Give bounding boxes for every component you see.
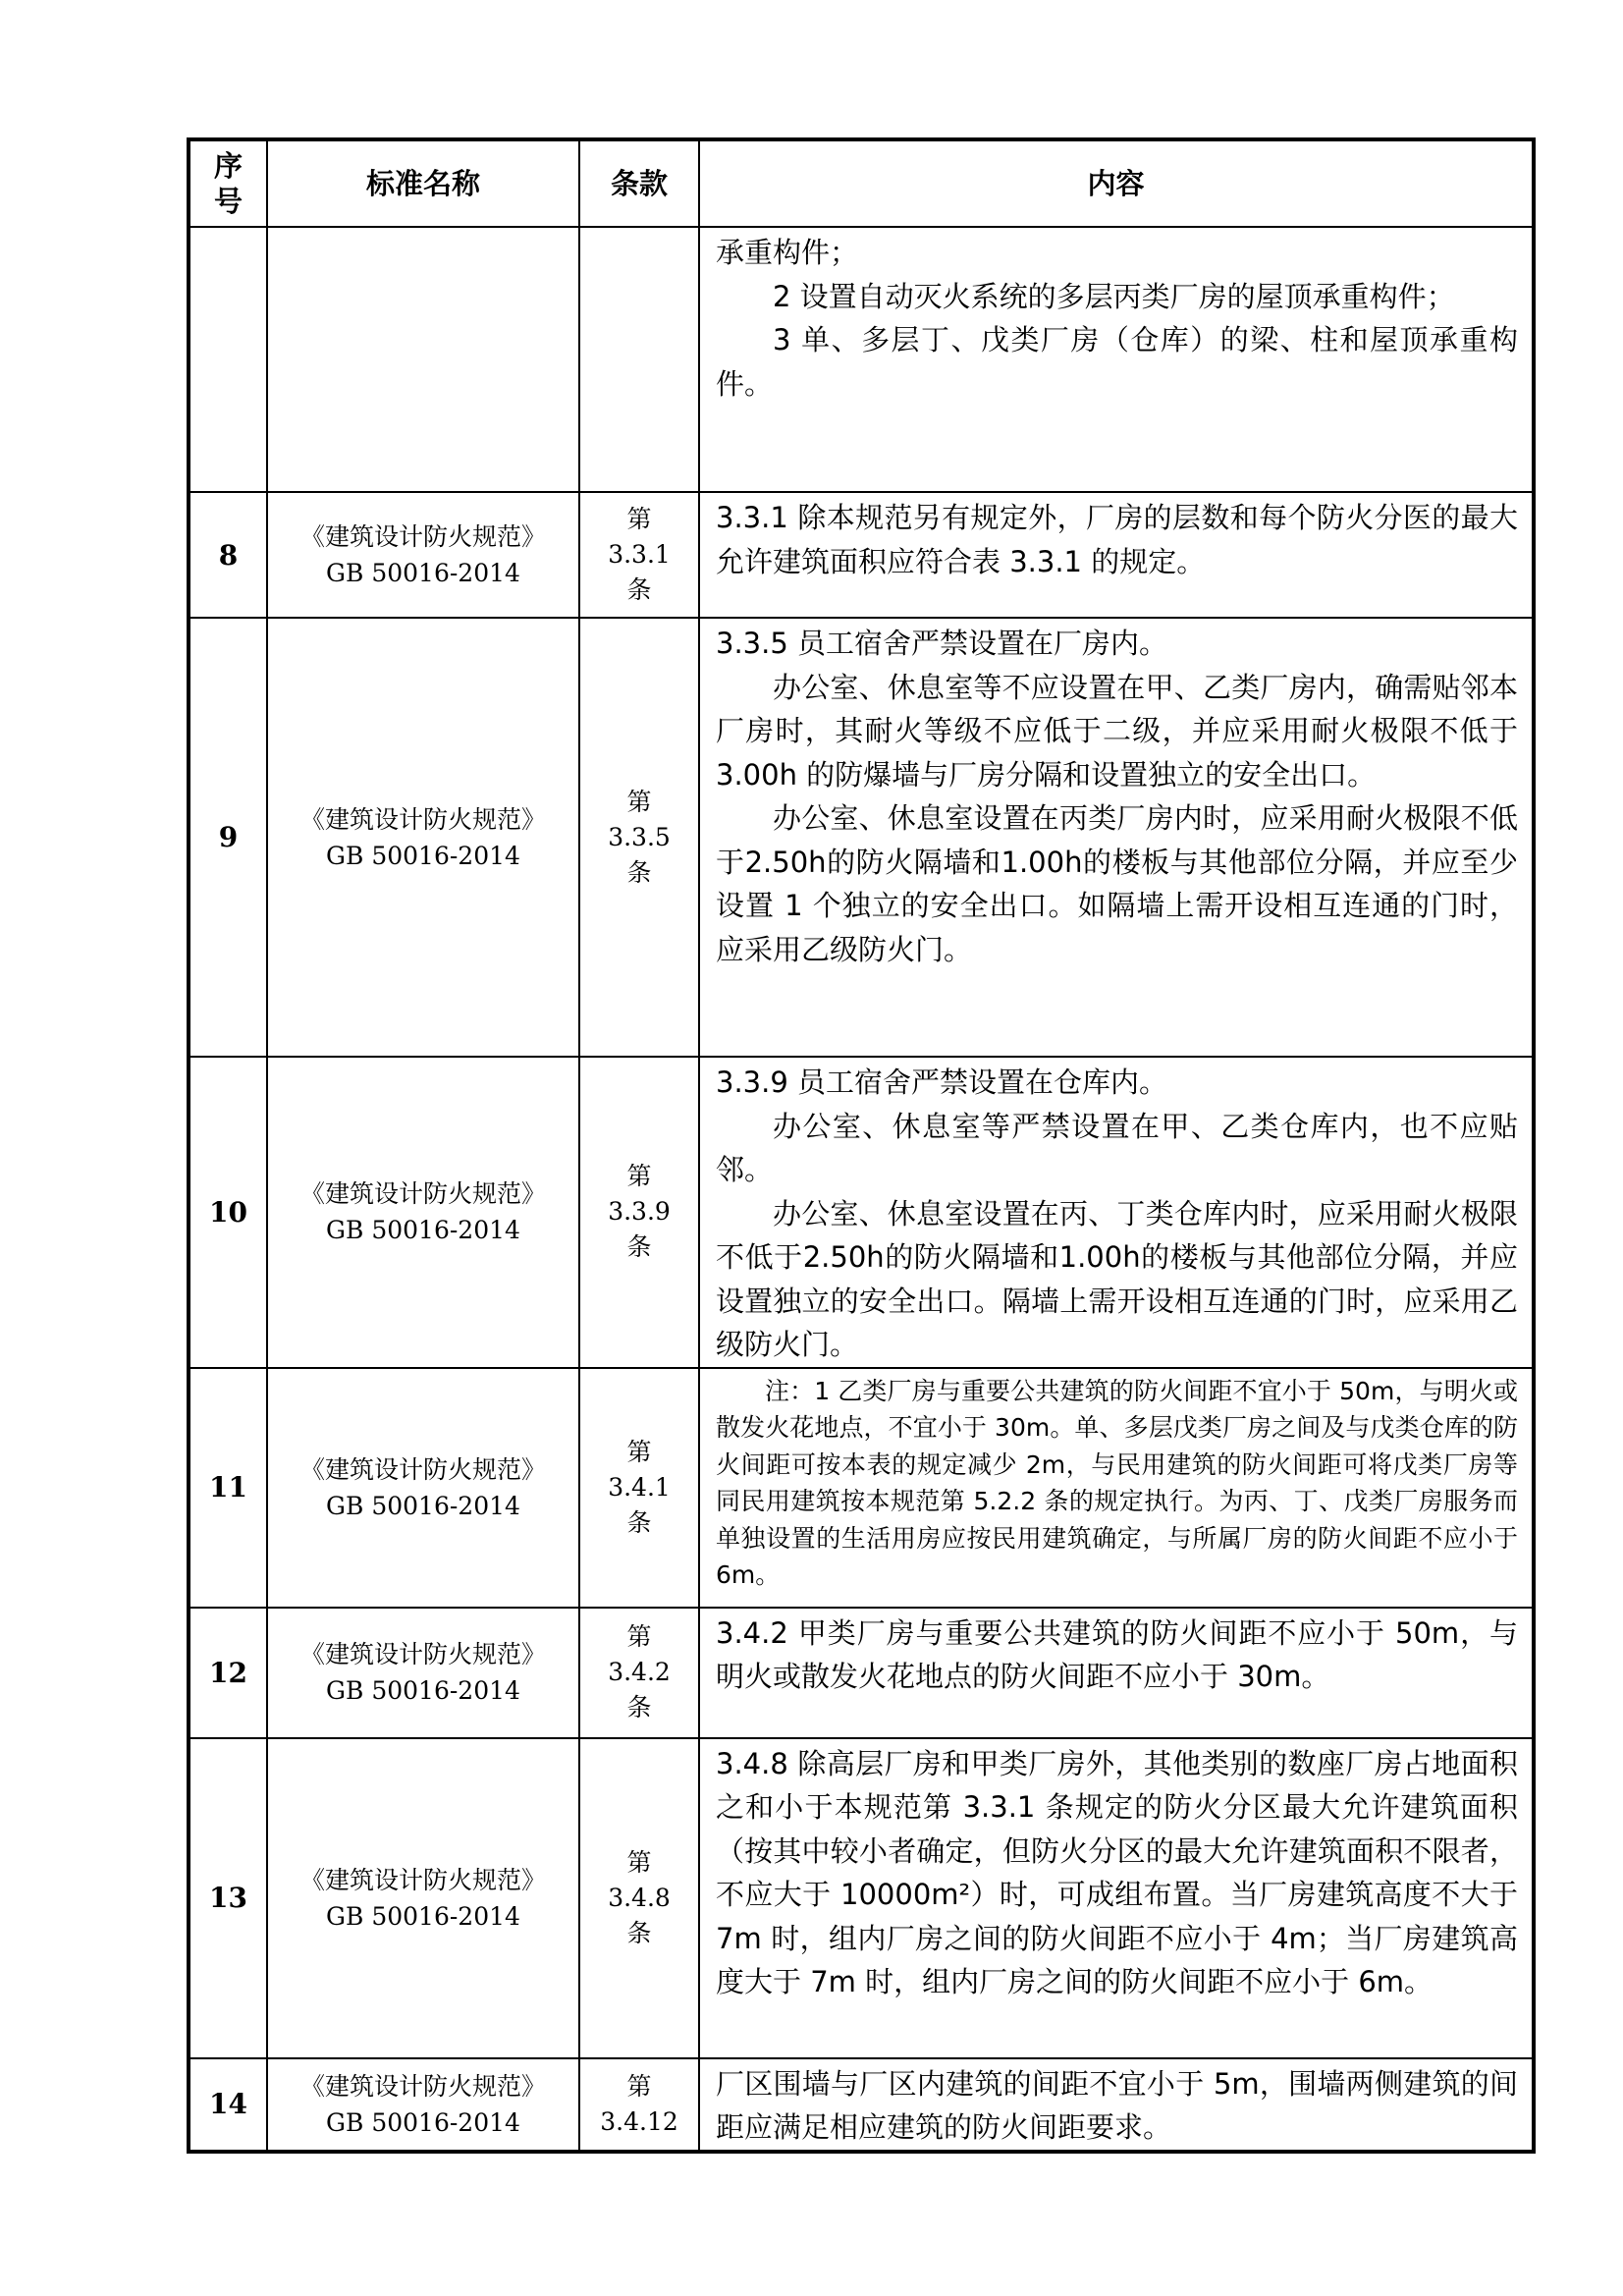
- table-row: [189, 1608, 1534, 1738]
- row-number: 11: [189, 1368, 267, 1608]
- table-row: [189, 2058, 1534, 2152]
- standard-title: 《建筑设计防火规范》: [299, 1454, 546, 1484]
- standard-code: GB 50016-2014: [326, 1491, 520, 1520]
- standard-name-cell: [267, 2058, 579, 2152]
- clause-cell: [579, 618, 699, 1057]
- row-number: 12: [189, 1608, 267, 1738]
- clause-line: 3.4.1: [608, 1472, 671, 1502]
- clause-line: 第: [626, 787, 652, 816]
- standard-title: 《建筑设计防火规范》: [299, 1179, 546, 1209]
- standard-code: GB 50016-2014: [326, 1676, 520, 1705]
- content-paragraph: 厂区围墙与厂区内建筑的间距不宜小于 5m，围墙两侧建筑的间距应满足相应建筑的防火间距要求。: [716, 2066, 1518, 2144]
- table-row: [189, 1057, 1534, 1368]
- content-paragraph: 3.3.9 员工宿舍严禁设置在仓库内。: [716, 1066, 1168, 1099]
- standard-name-cell: [267, 1738, 579, 2058]
- clause-cell: [579, 2058, 699, 2152]
- content-paragraph: 3.3.5 员工宿舍严禁设置在厂房内。: [716, 627, 1168, 660]
- content-paragraph: 办公室、休息室等严禁设置在甲、乙类仓库内，也不应贴邻。: [716, 1109, 1518, 1186]
- standard-title: 《建筑设计防火规范》: [299, 522, 546, 551]
- clause-line: 3.3.9: [608, 1197, 671, 1227]
- standard-code: GB 50016-2014: [326, 559, 520, 587]
- content-cell: [699, 1608, 1534, 1738]
- clause-line: 第: [626, 1847, 652, 1877]
- clause-cell: [579, 1738, 699, 2058]
- clause-line: 条: [626, 575, 652, 604]
- clause-line: 第: [626, 1622, 652, 1651]
- clause-cell: [579, 227, 699, 492]
- header-no-line-2: 号: [213, 185, 243, 218]
- content-cell: [699, 1057, 1534, 1368]
- content-paragraph: 3.3.1 除本规范另有规定外，厂房的层数和每个防火分医的最大允许建筑面积应符合表 3.3.1 的规定。: [716, 501, 1518, 578]
- standard-title: 《建筑设计防火规范》: [299, 1865, 546, 1894]
- row-number: 9: [189, 618, 267, 1057]
- regulation-table: [187, 137, 1536, 2154]
- standard-name-cell: [267, 1368, 579, 1608]
- clause-cell: [579, 492, 699, 618]
- table-row: [189, 1368, 1534, 1608]
- header-no: [189, 139, 267, 227]
- clause-line: 第: [626, 1437, 652, 1466]
- clause-line: 3.4.2: [608, 1658, 671, 1686]
- table-row: [189, 1738, 1534, 2058]
- content-paragraph: 办公室、休息室等不应设置在甲、乙类厂房内，确需贴邻本厂房时，其耐火等级不应低于二级，并应采用耐火极限不低于 3.00h 的防爆墙与厂房分隔和设置独立的安全出口。: [716, 670, 1518, 792]
- content-paragraph: 2 设置自动灭火系统的多层丙类厂房的屋顶承重构件；: [773, 279, 1455, 313]
- standard-name-cell: [267, 1608, 579, 1738]
- content-cell: [699, 2058, 1534, 2152]
- content-paragraph: 3.4.8 除高层厂房和甲类厂房外，其他类别的数座厂房占地面积之和小于本规范第 3.3.1 条规定的防火分区最大允许建筑面积（按其中较小者确定，但防火分区的最大允许建筑面积不限者，不应大于 10000m²）时，可成组布置。当厂房建筑高度不大于 7m 时，组内厂房之间的防火间距不应小于 4m；当厂房建筑高度大于 7m 时，组内厂房之间的防火间距不应小于 6m。: [716, 1746, 1518, 1998]
- clause-line: 3.3.5: [608, 822, 671, 851]
- clause-line: 第: [626, 1162, 652, 1191]
- content-paragraph: 办公室、休息室设置在丙、丁类仓库内时，应采用耐火极限不低于2.50h的防火隔墙和1.00h的楼板与其他部位分隔，并应设置独立的安全出口。隔墙上需开设相互连通的门时，应采用乙级防火门。: [716, 1196, 1518, 1361]
- clause-line: 条: [626, 857, 652, 887]
- table-row: [189, 227, 1534, 492]
- clause-line: 第: [626, 2071, 652, 2101]
- header-content: 内容: [699, 139, 1534, 227]
- content-cell: [699, 492, 1534, 618]
- row-number: 10: [189, 1057, 267, 1368]
- clause-cell: [579, 1057, 699, 1368]
- row-number: [189, 227, 267, 492]
- standard-title: 《建筑设计防火规范》: [299, 2071, 546, 2101]
- clause-line: 条: [626, 1918, 652, 1947]
- row-number: 13: [189, 1738, 267, 2058]
- clause-line: 条: [626, 1507, 652, 1537]
- header-row: [189, 139, 1534, 227]
- content-paragraph: 3.4.2 甲类厂房与重要公共建筑的防火间距不应小于 50m，与明火或散发火花地点的防火间距不应小于 30m。: [716, 1615, 1518, 1693]
- clause-cell: [579, 1608, 699, 1738]
- standard-code: GB 50016-2014: [326, 2107, 520, 2137]
- header-no-line-1: 序: [213, 149, 243, 183]
- standard-code: GB 50016-2014: [326, 1216, 520, 1245]
- table-row: [189, 492, 1534, 618]
- standard-title: 《建筑设计防火规范》: [299, 804, 546, 834]
- standard-name-cell: [267, 618, 579, 1057]
- content-cell: [699, 1738, 1534, 2058]
- clause-line: 3.3.1: [608, 540, 671, 569]
- clause-line: 3.4.8: [608, 1883, 671, 1912]
- content-paragraph: 注：1 乙类厂房与重要公共建筑的防火间距不宜小于 50m，与明火或散发火花地点，不宜小于 30m。单、多层戊类厂房之间及与戊类仓库的防火间距可按本表的规定减少 2m，与民用建筑的防火间距可将戊类厂房等同民用建筑按本规范第 5.2.2 条的规定执行。为丙、丁、戊类厂房服务而单独设置的生活用房应按民用建筑确定，与所属厂房的防火间距不应小于 6m。: [716, 1376, 1518, 1589]
- row-number: 8: [189, 492, 267, 618]
- clause-line: 条: [626, 1232, 652, 1262]
- header-standard: 标准名称: [267, 139, 579, 227]
- standard-code: GB 50016-2014: [326, 1901, 520, 1931]
- standard-name-cell: [267, 227, 579, 492]
- content-paragraph: 办公室、休息室设置在丙类厂房内时，应采用耐火极限不低于2.50h的防火隔墙和1.00h的楼板与其他部位分隔，并应至少设置 1 个独立的安全出口。如隔墙上需开设相互连通的门时，应采用乙级防火门。: [716, 801, 1518, 966]
- standard-code: GB 50016-2014: [326, 841, 520, 870]
- header-clause: 条款: [579, 139, 699, 227]
- clause-line: 3.4.12: [600, 2106, 678, 2136]
- table-row: [189, 618, 1534, 1057]
- standard-title: 《建筑设计防火规范》: [299, 1640, 546, 1668]
- row-number: 14: [189, 2058, 267, 2152]
- content-cell: [699, 1368, 1534, 1608]
- clause-line: 第: [626, 505, 652, 533]
- content-paragraph: 承重构件；: [716, 236, 859, 269]
- content-cell: [699, 618, 1534, 1057]
- standard-name-cell: [267, 492, 579, 618]
- clause-line: 条: [626, 1693, 652, 1722]
- standard-name-cell: [267, 1057, 579, 1368]
- content-cell: [699, 227, 1534, 492]
- content-paragraph: 3 单、多层丁、戊类厂房（仓库）的梁、柱和屋顶承重构件。: [716, 323, 1518, 401]
- clause-cell: [579, 1368, 699, 1608]
